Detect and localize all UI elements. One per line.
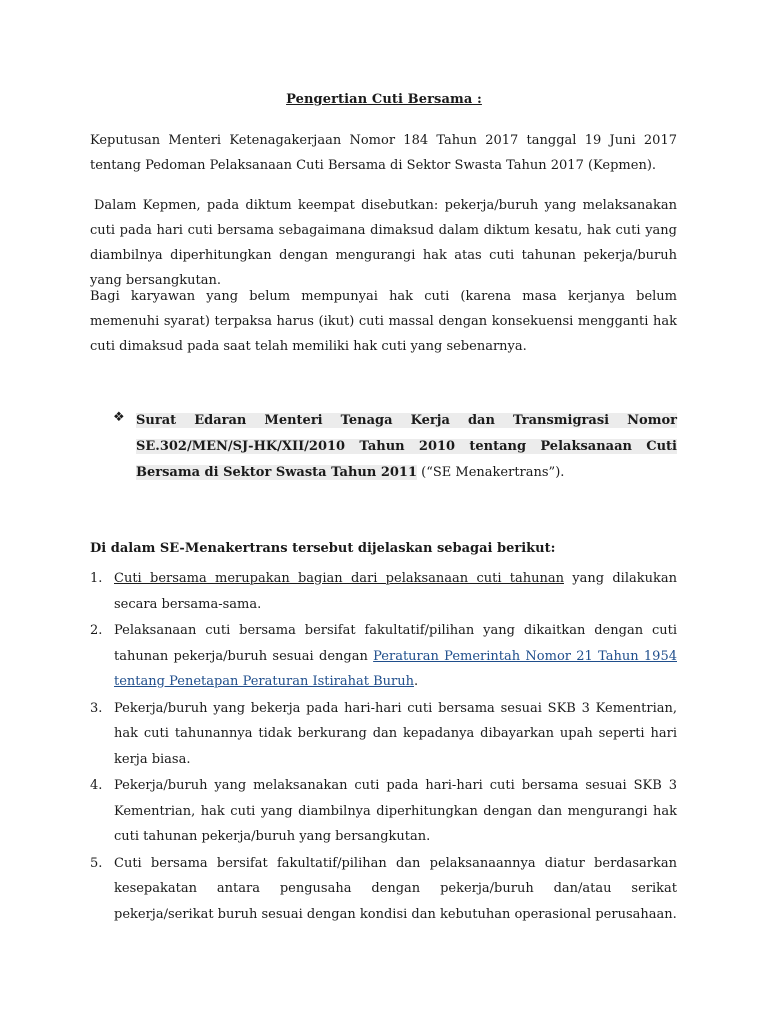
- bullet-normal-text: (“SE Menakertrans”).: [417, 465, 565, 480]
- diamond-bullet-icon: ❖: [113, 410, 125, 425]
- list-number: 1.: [90, 571, 103, 586]
- list-text: Pekerja/buruh yang bekerja pada hari-hari cuti bersama sesuai SKB 3 Kementrian, hak cuti tahunannya tidak berkurang dan kepadanya dibayarkan upah seperti hari kerja biasa.: [114, 700, 677, 767]
- paragraph-diktum: Dalam Kepmen, pada diktum keempat disebutkan: pekerja/buruh yang melaksanakan cuti pada hari cuti bersama sebagaimana dimaksud dalam diktum kesatu, hak cuti yang diambilnya diperhitungkan dengan mengurangi hak atas cuti tahunan pekerja/buruh yang bersangkutan.: [90, 198, 677, 288]
- list-text: Pekerja/buruh yang melaksanakan cuti pada hari-hari cuti bersama sesuai SKB 3 Kementrian, hak cuti yang diambilnya diperhitungkan dengan dan mengurangi hak cuti tahunan pekerja/buruh yang bersangkutan.: [114, 778, 677, 844]
- paragraph-karyawan: Bagi karyawan yang belum mempunyai hak cuti (karena masa kerjanya belum memenuhi syarat) terpaksa harus (ikut) cuti massal dengan konsekuensi mengganti hak cuti dimaksud pada saat telah memiliki hak cuti yang sebenarnya.: [90, 289, 677, 354]
- bullet-item-se-menakertrans: [113, 408, 677, 486]
- list-item: [90, 618, 677, 695]
- bullet-bold-text: Surat Edaran Menteri Tenaga Kerja dan Transmigrasi Nomor SE.302/MEN/SJ-HK/XII/2010 Tahun 2010 tentang Pelaksanaan Cuti Bersama di Sektor Swasta Tahun 2011: [136, 413, 677, 480]
- document-title: Pengertian Cuti Bersama :: [286, 92, 482, 107]
- list-text: Cuti bersama bersifat fakultatif/pilihan dan pelaksanaannya diatur berdasarkan kesepakatan antara pengusaha dengan pekerja/buruh dan/atau serikat pekerja/serikat buruh sesuai dengan kondisi dan kebutuhan operasional perusahaan.: [114, 855, 677, 922]
- underlined-text: Cuti bersama merupakan bagian dari pelaksanaan cuti tahunan: [114, 571, 564, 586]
- list-number: 2.: [90, 623, 103, 638]
- list-number: 3.: [90, 700, 103, 716]
- list-text: yang dilakukan secara bersama-sama.: [114, 571, 677, 612]
- list-item: [90, 851, 677, 928]
- section-heading: Di dalam SE-Menakertrans tersebut dijelaskan sebagai berikut:: [90, 541, 556, 556]
- list-item: [90, 696, 677, 773]
- list-item: [90, 566, 677, 617]
- list-number: 4.: [90, 778, 103, 793]
- numbered-list: [90, 566, 677, 928]
- list-text: Pelaksanaan cuti bersama bersifat fakultatif/pilihan yang dikaitkan dengan cuti tahunan pekerja/buruh sesuai dengan: [114, 623, 677, 664]
- list-item: [90, 773, 677, 850]
- peraturan-pemerintah-link[interactable]: Peraturan Pemerintah Nomor 21 Tahun 1954 tentang Penetapan Peraturan Istirahat Buruh: [114, 648, 677, 689]
- bullet-text: [136, 408, 677, 486]
- list-text: .: [413, 674, 419, 689]
- paragraph-kepmen: Keputusan Menteri Ketenagakerjaan Nomor 184 Tahun 2017 tanggal 19 Juni 2017 tentang Pedoman Pelaksanaan Cuti Bersama di Sektor Swasta Tahun 2017 (Kepmen).: [90, 133, 677, 173]
- list-number: 5.: [90, 855, 103, 871]
